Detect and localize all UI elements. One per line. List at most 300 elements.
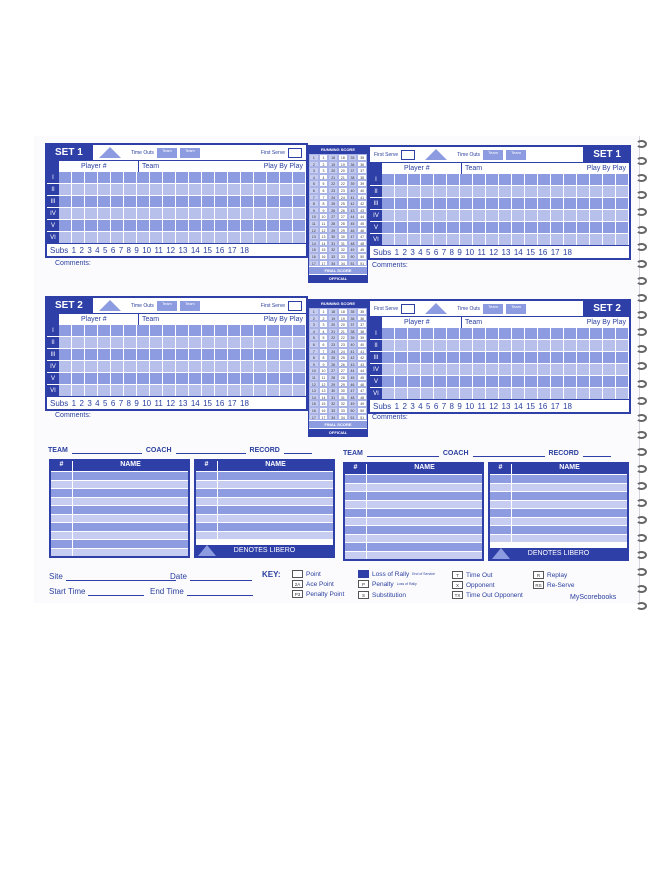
player-name-cell[interactable]	[218, 498, 333, 506]
sub-number[interactable]: 3	[87, 245, 92, 255]
score-cell[interactable]: 13	[309, 233, 319, 240]
score-cell[interactable]: 41	[357, 194, 367, 201]
sub-number[interactable]: 5	[103, 398, 108, 408]
score-cell[interactable]: 4	[309, 174, 319, 181]
sub-number[interactable]: 6	[433, 401, 439, 411]
roster-row[interactable]	[490, 534, 627, 543]
player-number-cell[interactable]	[51, 515, 73, 523]
roster-row[interactable]	[196, 514, 333, 523]
sub-number[interactable]: 4	[95, 398, 100, 408]
score-cell[interactable]: 13	[319, 387, 329, 394]
roster-row[interactable]	[345, 474, 482, 483]
sub-number[interactable]: 5	[426, 401, 431, 411]
rotation-row[interactable]	[370, 221, 629, 233]
score-cell[interactable]: 42	[357, 200, 367, 207]
player-number-cell[interactable]	[196, 472, 218, 480]
score-cell[interactable]: 37	[357, 167, 367, 174]
player-name-cell[interactable]	[367, 509, 482, 517]
score-cell[interactable]: 31	[328, 394, 338, 401]
sub-number[interactable]: 15	[203, 398, 213, 408]
sub-number[interactable]: 10	[142, 245, 152, 255]
sub-number[interactable]: 1	[394, 247, 400, 257]
score-cell[interactable]: 5	[309, 334, 319, 341]
score-cell[interactable]: 30	[338, 387, 348, 394]
player-name-cell[interactable]	[512, 484, 627, 492]
score-cell[interactable]: 47	[357, 233, 367, 240]
player-name-cell[interactable]	[367, 484, 482, 492]
rotation-row[interactable]	[370, 339, 629, 351]
score-cell[interactable]: 45	[348, 220, 358, 227]
score-cell[interactable]: 38	[348, 174, 358, 181]
site-field[interactable]	[49, 572, 176, 581]
player-name-cell[interactable]	[73, 523, 188, 531]
player-number-cell[interactable]	[345, 518, 367, 526]
score-cell[interactable]: 26	[328, 361, 338, 368]
sub-number[interactable]: 17	[227, 245, 237, 255]
play-cells[interactable]	[59, 208, 306, 219]
sub-number[interactable]: 16	[538, 247, 548, 257]
player-number-cell[interactable]	[51, 549, 73, 557]
score-cell[interactable]: 40	[348, 341, 358, 348]
player-number-cell[interactable]	[51, 472, 73, 480]
score-cell[interactable]: 18	[338, 308, 348, 315]
rotation-row[interactable]	[370, 363, 629, 375]
score-cell[interactable]: 10	[309, 213, 319, 220]
sub-number[interactable]: 10	[142, 398, 152, 408]
score-cell[interactable]: 43	[357, 207, 367, 214]
score-cell[interactable]: 36	[348, 161, 358, 168]
sub-number[interactable]: 13	[178, 245, 188, 255]
sub-number[interactable]: 14	[190, 245, 200, 255]
score-cell[interactable]: 12	[309, 227, 319, 234]
sub-number[interactable]: 1	[71, 398, 77, 408]
score-cell[interactable]: 46	[357, 227, 367, 234]
score-cell[interactable]: 26	[338, 361, 348, 368]
score-cell[interactable]: 10	[319, 213, 329, 220]
score-cell[interactable]: 9	[319, 361, 329, 368]
player-number-cell[interactable]	[490, 509, 512, 517]
sub-number[interactable]: 17	[227, 398, 237, 408]
score-cell[interactable]: 28	[338, 374, 348, 381]
score-cell[interactable]: 1	[309, 308, 319, 315]
end-time-field[interactable]	[150, 587, 253, 596]
score-cell[interactable]: 39	[357, 180, 367, 187]
rotation-row[interactable]	[47, 348, 306, 360]
score-cell[interactable]: 6	[309, 341, 319, 348]
score-cell[interactable]: 22	[328, 334, 338, 341]
roster-row[interactable]	[196, 531, 333, 540]
play-cells[interactable]	[59, 325, 306, 336]
roster-row[interactable]	[490, 474, 627, 483]
first-serve-box[interactable]	[401, 304, 415, 314]
timeout-box-2[interactable]: Team	[506, 304, 526, 314]
score-cell[interactable]: 12	[319, 381, 329, 388]
play-cells[interactable]	[382, 234, 629, 245]
score-cell[interactable]: 43	[348, 207, 358, 214]
score-cell[interactable]: 16	[309, 253, 319, 260]
play-cells[interactable]	[382, 364, 629, 375]
score-cell[interactable]: 1	[319, 154, 329, 161]
play-cells[interactable]	[382, 328, 629, 339]
score-cell[interactable]: 31	[338, 394, 348, 401]
score-cell[interactable]: 6	[319, 187, 329, 194]
score-cell[interactable]: 23	[338, 341, 348, 348]
score-cell[interactable]: 27	[328, 367, 338, 374]
roster-row[interactable]	[345, 508, 482, 517]
roster-row[interactable]	[345, 525, 482, 534]
score-cell[interactable]: 40	[357, 341, 367, 348]
sub-number[interactable]: 9	[457, 247, 462, 257]
score-cell[interactable]: 11	[319, 220, 329, 227]
player-number-cell[interactable]	[196, 498, 218, 506]
score-cell[interactable]: 16	[319, 407, 329, 414]
roster-row[interactable]	[345, 483, 482, 492]
score-cell[interactable]: 6	[319, 341, 329, 348]
score-cell[interactable]: 20	[338, 167, 348, 174]
sub-number[interactable]: 3	[410, 401, 415, 411]
roster-row[interactable]	[345, 551, 482, 560]
player-number-cell[interactable]	[51, 523, 73, 531]
score-cell[interactable]: 7	[319, 194, 329, 201]
rotation-row[interactable]	[47, 360, 306, 372]
score-cell[interactable]: 41	[357, 348, 367, 355]
sub-number[interactable]: 8	[126, 245, 131, 255]
score-cell[interactable]: 44	[348, 367, 358, 374]
player-number-cell[interactable]	[51, 489, 73, 497]
player-number-cell[interactable]	[490, 501, 512, 509]
score-cell[interactable]: 21	[328, 174, 338, 181]
player-number-cell[interactable]	[51, 498, 73, 506]
score-cell[interactable]: 15	[309, 400, 319, 407]
sub-number[interactable]: 18	[240, 245, 249, 255]
score-cell[interactable]: 3	[319, 321, 329, 328]
score-cell[interactable]: 36	[348, 315, 358, 322]
score-cell[interactable]: 14	[309, 394, 319, 401]
score-cell[interactable]: 35	[357, 154, 367, 161]
score-cell[interactable]: 30	[338, 233, 348, 240]
player-number-cell[interactable]	[490, 475, 512, 483]
score-cell[interactable]: 25	[328, 354, 338, 361]
score-cell[interactable]: 19	[338, 315, 348, 322]
score-cell[interactable]: 49	[357, 246, 367, 253]
score-cell[interactable]: 49	[348, 400, 358, 407]
player-name-cell[interactable]	[218, 506, 333, 514]
sub-number[interactable]: 12	[489, 401, 499, 411]
score-cell[interactable]: 47	[348, 233, 358, 240]
roster-row[interactable]	[490, 500, 627, 509]
sub-number[interactable]: 2	[402, 401, 407, 411]
play-cells[interactable]	[382, 376, 629, 387]
score-cell[interactable]: 29	[338, 381, 348, 388]
player-name-cell[interactable]	[367, 518, 482, 526]
player-name-cell[interactable]	[367, 501, 482, 509]
play-cells[interactable]	[59, 373, 306, 384]
player-name-cell[interactable]	[367, 492, 482, 500]
score-cell[interactable]: 44	[357, 367, 367, 374]
score-cell[interactable]: 4	[319, 328, 329, 335]
score-cell[interactable]: 21	[338, 328, 348, 335]
score-cell[interactable]: 7	[309, 194, 319, 201]
roster-row[interactable]	[345, 500, 482, 509]
play-cells[interactable]	[382, 222, 629, 233]
score-cell[interactable]: 14	[309, 240, 319, 247]
score-cell[interactable]: 7	[319, 348, 329, 355]
sub-number[interactable]: 6	[110, 398, 116, 408]
sub-number[interactable]: 10	[465, 247, 475, 257]
sub-number[interactable]: 7	[441, 401, 447, 411]
play-cells[interactable]	[59, 232, 306, 243]
sub-number[interactable]: 18	[240, 398, 249, 408]
score-cell[interactable]: 5	[309, 180, 319, 187]
score-cell[interactable]: 24	[338, 348, 348, 355]
score-cell[interactable]: 29	[338, 227, 348, 234]
player-name-cell[interactable]	[367, 535, 482, 543]
sub-number[interactable]: 8	[126, 398, 131, 408]
roster-row[interactable]	[196, 505, 333, 514]
score-cell[interactable]: 25	[328, 200, 338, 207]
roster-row[interactable]	[196, 497, 333, 506]
score-cell[interactable]: 48	[348, 240, 358, 247]
score-cell[interactable]: 8	[309, 200, 319, 207]
score-cell[interactable]: 45	[357, 374, 367, 381]
rotation-row[interactable]	[47, 207, 306, 219]
play-cells[interactable]	[59, 385, 306, 396]
score-cell[interactable]: 1	[309, 154, 319, 161]
score-cell[interactable]: 44	[357, 213, 367, 220]
score-cell[interactable]: 11	[309, 220, 319, 227]
player-number-cell[interactable]	[345, 484, 367, 492]
score-cell[interactable]: 13	[319, 233, 329, 240]
play-cells[interactable]	[382, 186, 629, 197]
player-number-cell[interactable]	[196, 481, 218, 489]
rotation-row[interactable]	[370, 185, 629, 197]
score-cell[interactable]: 23	[338, 187, 348, 194]
play-cells[interactable]	[382, 340, 629, 351]
score-cell[interactable]: 15	[319, 246, 329, 253]
score-cell[interactable]: 2	[309, 161, 319, 168]
roster-row[interactable]	[345, 534, 482, 543]
play-cells[interactable]	[382, 198, 629, 209]
sub-number[interactable]: 12	[166, 398, 176, 408]
player-number-cell[interactable]	[51, 532, 73, 540]
player-name-cell[interactable]	[73, 489, 188, 497]
score-cell[interactable]: 49	[357, 400, 367, 407]
score-cell[interactable]: 11	[309, 374, 319, 381]
sub-number[interactable]: 1	[71, 245, 77, 255]
score-cell[interactable]: 1	[319, 308, 329, 315]
player-name-cell[interactable]	[512, 492, 627, 500]
score-cell[interactable]: 38	[357, 174, 367, 181]
score-cell[interactable]: 16	[309, 407, 319, 414]
sub-number[interactable]: 5	[426, 247, 431, 257]
score-cell[interactable]: 45	[348, 374, 358, 381]
sub-number[interactable]: 2	[402, 247, 407, 257]
date-field[interactable]	[170, 572, 252, 581]
first-serve-box[interactable]	[288, 148, 302, 158]
score-cell[interactable]: 33	[338, 407, 348, 414]
score-cell[interactable]: 3	[309, 321, 319, 328]
roster-row[interactable]	[51, 522, 188, 531]
rotation-row[interactable]	[370, 387, 629, 399]
roster-row[interactable]	[490, 491, 627, 500]
sub-number[interactable]: 13	[178, 398, 188, 408]
sub-number[interactable]: 11	[154, 398, 163, 408]
score-cell[interactable]: 51	[348, 260, 358, 267]
sub-number[interactable]: 13	[501, 401, 511, 411]
player-name-cell[interactable]	[73, 481, 188, 489]
player-number-cell[interactable]	[196, 532, 218, 540]
timeout-box-1[interactable]: Team	[157, 301, 177, 311]
score-cell[interactable]: 35	[348, 308, 358, 315]
score-cell[interactable]: 12	[309, 381, 319, 388]
rotation-row[interactable]	[370, 209, 629, 221]
sub-number[interactable]: 9	[134, 398, 139, 408]
player-name-cell[interactable]	[73, 498, 188, 506]
score-cell[interactable]: 28	[338, 220, 348, 227]
score-cell[interactable]: 36	[357, 161, 367, 168]
roster-row[interactable]	[51, 531, 188, 540]
roster-row[interactable]	[490, 517, 627, 526]
score-cell[interactable]: 24	[338, 194, 348, 201]
score-cell[interactable]: 2	[319, 161, 329, 168]
player-number-cell[interactable]	[490, 518, 512, 526]
roster-row[interactable]	[345, 542, 482, 551]
score-cell[interactable]: 34	[328, 260, 338, 267]
score-cell[interactable]: 16	[319, 253, 329, 260]
rotation-row[interactable]	[47, 183, 306, 195]
player-name-cell[interactable]	[218, 481, 333, 489]
score-cell[interactable]: 18	[328, 308, 338, 315]
rotation-row[interactable]	[370, 375, 629, 387]
player-number-cell[interactable]	[196, 489, 218, 497]
roster-row[interactable]	[196, 522, 333, 531]
score-cell[interactable]: 50	[357, 407, 367, 414]
score-cell[interactable]: 36	[357, 315, 367, 322]
score-cell[interactable]: 32	[338, 246, 348, 253]
score-cell[interactable]: 34	[338, 414, 348, 421]
player-name-cell[interactable]	[512, 501, 627, 509]
rotation-row[interactable]	[370, 327, 629, 339]
player-name-cell[interactable]	[367, 543, 482, 551]
score-cell[interactable]: 46	[348, 227, 358, 234]
score-cell[interactable]: 20	[328, 321, 338, 328]
sub-number[interactable]: 15	[526, 247, 536, 257]
player-number-cell[interactable]	[51, 506, 73, 514]
score-cell[interactable]: 38	[357, 328, 367, 335]
sub-number[interactable]: 4	[95, 245, 100, 255]
sub-number[interactable]: 15	[526, 401, 536, 411]
player-number-cell[interactable]	[345, 492, 367, 500]
roster-row[interactable]	[51, 505, 188, 514]
score-cell[interactable]: 47	[357, 387, 367, 394]
score-cell[interactable]: 19	[328, 161, 338, 168]
player-name-cell[interactable]	[512, 509, 627, 517]
player-name-cell[interactable]	[73, 549, 188, 557]
play-cells[interactable]	[382, 210, 629, 221]
score-cell[interactable]: 42	[348, 354, 358, 361]
player-name-cell[interactable]	[218, 515, 333, 523]
score-cell[interactable]: 26	[328, 207, 338, 214]
score-cell[interactable]: 5	[319, 334, 329, 341]
score-cell[interactable]: 5	[319, 180, 329, 187]
timeout-box-2[interactable]: Team	[180, 148, 200, 158]
roster-row[interactable]	[51, 548, 188, 557]
score-cell[interactable]: 20	[328, 167, 338, 174]
score-cell[interactable]: 9	[319, 207, 329, 214]
score-cell[interactable]: 40	[348, 187, 358, 194]
player-number-cell[interactable]	[345, 501, 367, 509]
score-cell[interactable]: 30	[328, 387, 338, 394]
play-cells[interactable]	[59, 361, 306, 372]
timeout-box-2[interactable]: Team	[180, 301, 200, 311]
score-cell[interactable]: 3	[319, 167, 329, 174]
rotation-row[interactable]	[47, 384, 306, 396]
score-cell[interactable]: 21	[328, 328, 338, 335]
rotation-row[interactable]	[370, 351, 629, 363]
player-number-cell[interactable]	[490, 526, 512, 534]
score-cell[interactable]: 12	[319, 227, 329, 234]
score-cell[interactable]: 14	[319, 240, 329, 247]
timeout-box-2[interactable]: Team	[506, 150, 526, 160]
score-cell[interactable]: 23	[328, 187, 338, 194]
score-cell[interactable]: 2	[319, 315, 329, 322]
rotation-row[interactable]	[47, 231, 306, 243]
roster-row[interactable]	[345, 491, 482, 500]
timeout-box-1[interactable]: Team	[157, 148, 177, 158]
score-cell[interactable]: 18	[328, 154, 338, 161]
score-cell[interactable]: 34	[328, 414, 338, 421]
player-name-cell[interactable]	[512, 535, 627, 543]
score-cell[interactable]: 28	[328, 220, 338, 227]
roster-row[interactable]	[51, 471, 188, 480]
score-cell[interactable]: 6	[309, 187, 319, 194]
score-cell[interactable]: 43	[348, 361, 358, 368]
score-cell[interactable]: 32	[328, 246, 338, 253]
score-cell[interactable]: 27	[328, 213, 338, 220]
player-number-cell[interactable]	[345, 526, 367, 534]
score-cell[interactable]: 38	[348, 328, 358, 335]
player-name-cell[interactable]	[512, 518, 627, 526]
player-number-cell[interactable]	[490, 535, 512, 543]
sub-number[interactable]: 3	[410, 247, 415, 257]
score-cell[interactable]: 29	[328, 227, 338, 234]
sub-number[interactable]: 11	[477, 401, 486, 411]
sub-number[interactable]: 4	[418, 401, 423, 411]
score-cell[interactable]: 41	[348, 348, 358, 355]
score-cell[interactable]: 48	[348, 394, 358, 401]
roster-row[interactable]	[490, 525, 627, 534]
timeout-box-1[interactable]: Team	[483, 304, 503, 314]
play-cells[interactable]	[382, 352, 629, 363]
score-cell[interactable]: 9	[309, 361, 319, 368]
score-cell[interactable]: 50	[348, 407, 358, 414]
sub-number[interactable]: 14	[190, 398, 200, 408]
sub-number[interactable]: 9	[134, 245, 139, 255]
score-cell[interactable]: 50	[357, 253, 367, 260]
score-cell[interactable]: 10	[309, 367, 319, 374]
sub-number[interactable]: 14	[513, 401, 523, 411]
play-cells[interactable]	[382, 174, 629, 185]
score-cell[interactable]: 51	[357, 260, 367, 267]
score-cell[interactable]: 7	[309, 348, 319, 355]
player-name-cell[interactable]	[367, 552, 482, 560]
player-number-cell[interactable]	[345, 543, 367, 551]
score-cell[interactable]: 15	[309, 246, 319, 253]
score-cell[interactable]: 25	[338, 200, 348, 207]
sub-number[interactable]: 17	[550, 247, 560, 257]
sub-number[interactable]: 15	[203, 245, 213, 255]
sub-number[interactable]: 16	[215, 245, 225, 255]
